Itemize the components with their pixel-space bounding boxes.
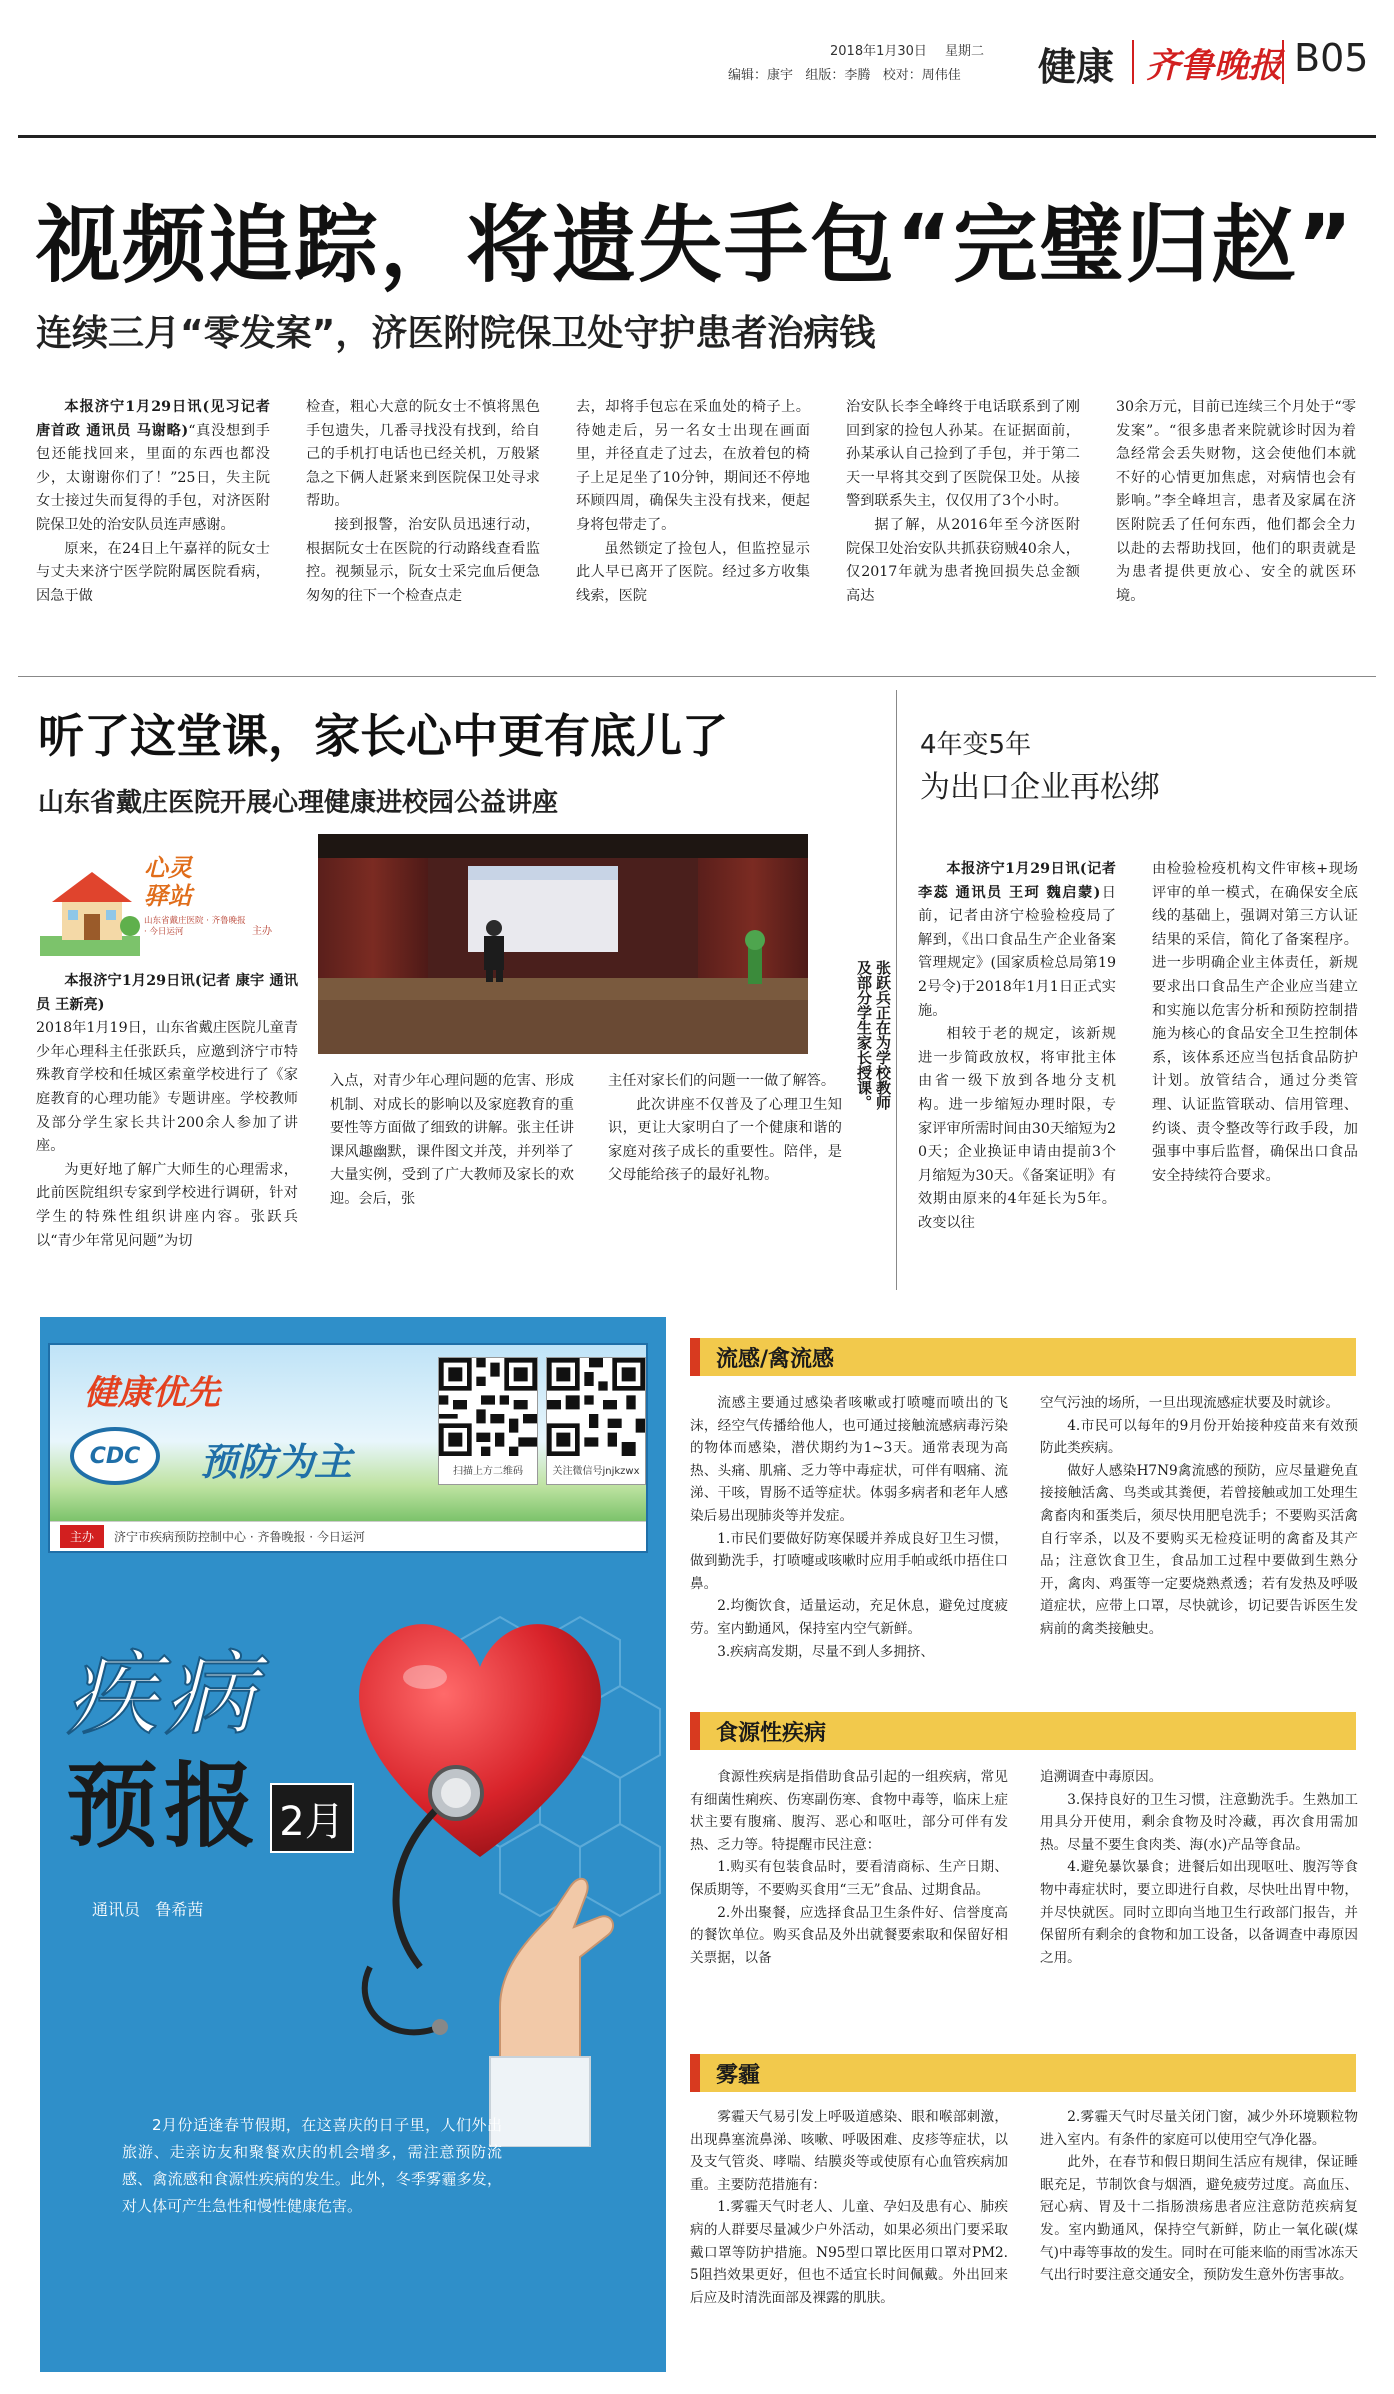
article1-column-5 (1116, 396, 1356, 664)
haze-column-1 (690, 2106, 1008, 2378)
flu-column-2 (1040, 1392, 1358, 1704)
haze-heading: 雾霾 (716, 2062, 761, 2088)
food-heading-bar (690, 1712, 1356, 1750)
article3-column-2 (1152, 858, 1358, 1258)
article3-lead: 本报济宁1月29日讯(记者 李蕊 通讯员 王珂 魏启蒙) (918, 861, 1116, 901)
header-date (830, 40, 984, 59)
header-paper-logo: 齐鲁晚报 (1146, 46, 1282, 86)
article2-col3b-text: 此次讲座不仅普及了心理卫生知识，更让大家明白了一个健康和谐的家庭对孩子成长的重要性。陪伴，是父母能给孩子的最好礼物。 (608, 1096, 842, 1184)
haze-col1b-text: 1.雾霾天气时老人、儿童、孕妇及患有心、肺疾病的人群要尽量减少户外活动，如果必须出门要采取戴口罩等防护措施。N95型口罩比医用口罩对PM2.5阻挡效果更好，但也不适宜长时间佩戴。外出回来后应及时清洗面部及裸露的肌肤。 (690, 2199, 1008, 2306)
article2-col1b-text: 为更好地了解广大师生的心理需求，此前医院组织专家到学校进行调研，针对学生的特殊性组织讲座内容。张跃兵以“青少年常见问题”为切 (36, 1161, 298, 1249)
header-rule (18, 135, 1376, 138)
forecast-title-2: 预报 (66, 1753, 263, 1860)
qr-code-icon (439, 1358, 537, 1456)
banner-title-1: 健康优先 (84, 1373, 220, 1413)
article1-col5-text: 30余万元，目前已连续三个月处于“零发案”。“很多患者来院就诊时因为着急经常会丢失财物，这会使他们本就不好的心情更加焦虑，对病情也会有影响。”李全峰坦言，患者及家属在济医附院丢了任何东西，他们都会全力以赴的去帮助找回，他们的职责就是为患者提供更放心、安全的就医环境。 (1116, 399, 1356, 604)
article1-column-1 (36, 396, 270, 664)
banner-host-label: 主办 (60, 1525, 104, 1548)
article2-logo (40, 850, 280, 960)
article2-column-1 (36, 970, 298, 1286)
article1-column-2 (306, 396, 540, 664)
food-col1c-text: 2.外出聚餐，应选择食品卫生条件好、信誉度高的餐饮单位。购买食品及外出就餐要索取和保留好相关票据，以备 (690, 1904, 1008, 1966)
food-col1b-text: 1.购买有包装食品时，要看清商标、生产日期、保质期等，不要购买食用“三无”食品、过期食品。 (690, 1859, 1008, 1898)
food-col2c-text: 4.避免暴饮暴食；进餐后如出现呕吐、腹泻等食物中毒症状时，要立即进行自救，尽快吐出胃中物，并尽快就医。同时立即向当地卫生行政部门报告，并保留所有剩余的食物和加工设备，以备调查中毒原因之用。 (1040, 1859, 1358, 1966)
article2-subhead: 山东省戴庄医院开展心理健康进校园公益讲座 (38, 788, 559, 818)
qr-code-1 (438, 1357, 538, 1485)
logo-caption: 山东省戴庄医院 · 齐鲁晚报 · 今日运河 (144, 916, 246, 937)
qr-code-2 (546, 1357, 646, 1485)
header-weekday: 星期二 (945, 44, 985, 59)
food-column-1 (690, 1766, 1008, 2038)
article2-col1-text: 2018年1月19日，山东省戴庄医院儿童青少年心理科主任张跃兵，应邀到济宁市特殊教育学校和任城区索童学校进行了《家庭教育的心理功能》专题讲座。学校教师及部分学生家长共计200余人参加了讲座。 (36, 1020, 298, 1155)
header-section: 健康 (1038, 45, 1115, 89)
haze-column-2 (1040, 2106, 1358, 2378)
article1-subhead: 连续三月“零发案”，济医附院保卫处守护患者治病钱 (36, 313, 876, 354)
header-page-number: B05 (1294, 36, 1369, 80)
banner-host-text: 济宁市疾病预防控制中心 · 齐鲁晚报 · 今日运河 (114, 1530, 365, 1544)
article1-col3b-text: 虽然锁定了捡包人，但监控显示此人早已离开了医院。经过多方收集线索，医院 (576, 540, 810, 604)
article1-col3-text: 去，却将手包忘在采血处的椅子上。待她走后，另一名女士出现在画面里，并径直走了过去，在放着包的椅子上足足坐了10分钟，期间还不停地环顾四周，确保失主没有找来，便起身将包带走了。 (576, 399, 810, 533)
article1-col4b-text: 据了解，从2016年至今济医附院保卫处治安队共抓获窃贼40余人，仅2017年就为患者挽回损失总金额高达 (846, 516, 1080, 604)
article2-column-2 (330, 1070, 574, 1286)
article3-column-1 (918, 858, 1116, 1258)
article3-headline-1: 4年变5年 (920, 730, 1032, 760)
forecast-summary: 2月份适逢春节假期，在这喜庆的日子里，人们外出旅游、走亲访友和聚餐欢庆的机会增多，需注意预防流感、禽流感和食源性疾病的发生。此外，冬季雾霾多发，对人体可产生急性和慢性健康危害。 (122, 2116, 502, 2215)
flu-col1b-text: 1.市民们要做好防寒保暖并养成良好卫生习惯，做到勤洗手，打喷嚏或咳嗽时应用手帕或纸巾捂住口鼻。 (690, 1530, 1008, 1592)
forecast-month: 2月 (279, 1798, 345, 1845)
article1-lead: 本报济宁1月29日讯(见习记者 唐首政 通讯员 马谢略) (36, 399, 270, 439)
article2-col3-text: 主任对家长们的问题一一做了解答。 (608, 1073, 836, 1089)
flu-col2b-text: 4.市民可以每年的9月份开始接种疫苗来有效预防此类疾病。 (1040, 1417, 1358, 1457)
cdc-logo (70, 1427, 160, 1485)
logo-title: 心灵驿站 (144, 854, 192, 910)
haze-col1-text: 雾霾天气易引发上呼吸道感染、眼和喉部刺激，出现鼻塞流鼻涕、咳嗽、呼吸困难、皮疹等症状，以及支气管炎、哮喘、结膜炎等或使原有心血管疾病加重。主要防范措施有： (690, 2109, 1008, 2193)
photo-caption-text: 张跃兵正在为学校教师及部分学生家长授课。 (855, 960, 892, 1110)
flu-heading: 流感/禽流感 (716, 1346, 835, 1372)
house-icon (40, 856, 140, 956)
food-col2-text: 追溯调查中毒原因。 (1040, 1769, 1163, 1785)
flu-col2-text: 空气污浊的场所，一旦出现流感症状要及时就诊。 (1040, 1395, 1340, 1411)
forecast-title-1: 疾病 (66, 1641, 263, 1748)
header-date-text: 2018年1月30日 (830, 44, 927, 59)
article1-col1-text: “真没想到手包还能找回来，里面的东西也都没少，太谢谢你们了！”25日，失主阮女士接过失而复得的手包，对济医附院保卫处的治安队员连声感谢。 (36, 422, 270, 533)
article1-column-3 (576, 396, 810, 664)
qr-code-icon (547, 1358, 645, 1456)
article3-col1b-text: 相较于老的规定，该新规进一步简政放权，将审批主体由省一级下放到各地分支机构。进一步缩短办理时限，专家评审所需时间由30天缩短为20天；企业换证申请由提前3个月缩短为30天。《备案证明》有效期由原来的4年延长为5年。改变以往 (918, 1026, 1116, 1231)
lecture-photo (318, 834, 808, 1054)
cdc-logo-text: CDC (89, 1443, 141, 1469)
article3-col1-text: 日前，记者由济宁检验检疫局了解到，《出口食品生产企业备案管理规定》(国家质检总局第192号令)于2018年1月1日正式实施。 (918, 884, 1116, 1019)
flu-col1d-text: 3.疾病高发期，尽量不到人多拥挤、 (717, 1643, 935, 1660)
banner-title-2: 预防为主 (200, 1440, 353, 1484)
flu-heading-bar (690, 1338, 1356, 1376)
article1-col2b-text: 接到报警，治安队员迅速行动，根据阮女士在医院的行动路线查看监控。视频显示，阮女士采完血后便急匆匆的往下一个检查点走 (306, 516, 540, 604)
banner-host-strip (50, 1521, 646, 1551)
banner (48, 1343, 648, 1553)
flu-column-1 (690, 1392, 1008, 1704)
haze-heading-bar (690, 2054, 1356, 2092)
header-divider-1 (1132, 40, 1134, 84)
article1-rule (18, 676, 1376, 677)
article1-headline: 视频追踪，将遗失手包“完璧归赵” (36, 196, 1355, 294)
food-col2b-text: 3.保持良好的卫生习惯，注意勤洗手。生熟加工用具分开使用，剩余食物及时冷藏，再次食用需加热。尽量不要生食肉类、海(水)产品等食品。 (1040, 1791, 1358, 1853)
qr-1-caption: 扫描上方二维码 (453, 1466, 523, 1477)
logo-host: 主办 (252, 926, 272, 937)
flu-col1c-text: 2.均衡饮食，适量运动，充足休息，避免过度疲劳。室内勤通风，保持室内空气新鲜。 (690, 1598, 1008, 1637)
haze-col2b-text: 此外，在春节和假日期间生活应有规律，保证睡眠充足，节制饮食与烟酒，避免疲劳过度。高血压、冠心病、胃及十二指肠溃疡患者应注意防范疾病复发。室内勤通风，保持空气新鲜，防止一氧化碳(煤气)中毒等事故的发生。同时在可能来临的雨雪冰冻天气出行时要注意交通安全，预防发生意外伤害事故。 (1040, 2154, 1358, 2284)
article1-col1b-text: 原来，在24日上午嘉祥的阮女士与丈夫来济宁医学院附属医院看病，因急于做 (36, 540, 270, 604)
article2-column-3 (608, 1070, 842, 1286)
article2-col2-text: 入点，对青少年心理问题的危害、形成机制、对成长的影响以及家庭教育的重要性等方面做了细致的讲解。张主任讲课风趣幽默，课件图文并茂，并列举了大量实例，受到了广大教师及家长的欢迎。会后，张 (330, 1073, 574, 1207)
heart-stethoscope-icon (330, 1587, 630, 2147)
lecture-photo-image (318, 834, 808, 1054)
qr-2-caption: 关注微信号jnjkzwx (552, 1466, 640, 1477)
forecast-panel (40, 1317, 666, 2372)
header-divider-2 (1282, 40, 1284, 84)
food-heading: 食源性疾病 (716, 1720, 827, 1746)
header-staff: 编辑：康宇 组版：李腾 校对：周伟佳 (728, 68, 961, 83)
article1-col4-text: 治安队长李全峰终于电话联系到了刚回到家的捡包人孙某。在证据面前，孙某承认自己捡到了手包，并于第二天一早将其交到了医院保卫处。从接警到联系失主，仅仅用了3个小时。 (846, 399, 1080, 510)
food-column-2 (1040, 1766, 1358, 2038)
haze-col2-text: 2.雾霾天气时尽量关闭门窗，减少外环境颗粒物进入室内。有条件的家庭可以使用空气净化器。 (1040, 2109, 1358, 2148)
article3-col2-text: 由检验检疫机构文件审核+现场评审的单一模式，在确保安全底线的基础上，强调对第三方认证结果的采信，简化了备案程序。进一步明确企业主体责任，新规要求出口食品生产企业应当建立和实施以危害分析和预防控制措施为核心的食品安全卫生控制体系，该体系还应当包括食品防护计划。放管结合，通过分类管理、认证监管联动、信用管理、约谈、责令整改等行政手段，加强事中事后监督，确保出口食品安全持续符合要求。 (1152, 861, 1358, 1184)
article1-col2-text: 检查，粗心大意的阮女士不慎将黑色手包遗失，几番寻找没有找到，给自己的手机打电话也已经关机，万般紧急之下俩人赶紧来到医院保卫处寻求帮助。 (306, 399, 540, 510)
article2-headline: 听了这堂课，家长心中更有底儿了 (38, 709, 728, 763)
forecast-reporter: 通讯员 鲁希茜 (92, 1900, 204, 1919)
article2-lead: 本报济宁1月29日讯(记者 康宇 通讯员 王新亮) (36, 973, 298, 1013)
flu-col2c-text: 做好人感染H7N9禽流感的预防，应尽量避免直接接触活禽、鸟类或其粪便，若曾接触或加工处理生禽畜肉和蛋类后，须尽快用肥皂洗手；不要购买活禽自行宰杀，以及不要购买无检疫证明的禽畜及其产品；注意饮食卫生，食品加工过程中要做到生熟分开，禽肉、鸡蛋等一定要烧熟煮透；若有发热及呼吸道症状，应带上口罩，尽快就诊，切记要告诉医生发病前的禽类接触史。 (1040, 1462, 1358, 1637)
article1-column-4 (846, 396, 1080, 664)
article3-divider (896, 690, 897, 1290)
food-col1-text: 食源性疾病是指借助食品引起的一组疾病，常见有细菌性痢疾、伤寒副伤寒、食物中毒等，临床上症状主要有腹痛、腹泻、恶心和呕吐，部分可伴有发热、乏力等。特提醒市民注意： (690, 1769, 1008, 1853)
flu-col1-text: 流感主要通过感染者咳嗽或打喷嚏而喷出的飞沫，经空气传播给他人，也可通过接触流感病毒污染的物体而感染，潜伏期约为1~3天。通常表现为高热、头痛、肌痛、乏力等中毒症状，可伴有咽痛、流涕、干咳，胃肠不适等症状。体弱多病者和老年人感染后易出现肺炎等并发症。 (690, 1395, 1008, 1524)
article3-headline-2: 为出口企业再松绑 (920, 770, 1160, 805)
